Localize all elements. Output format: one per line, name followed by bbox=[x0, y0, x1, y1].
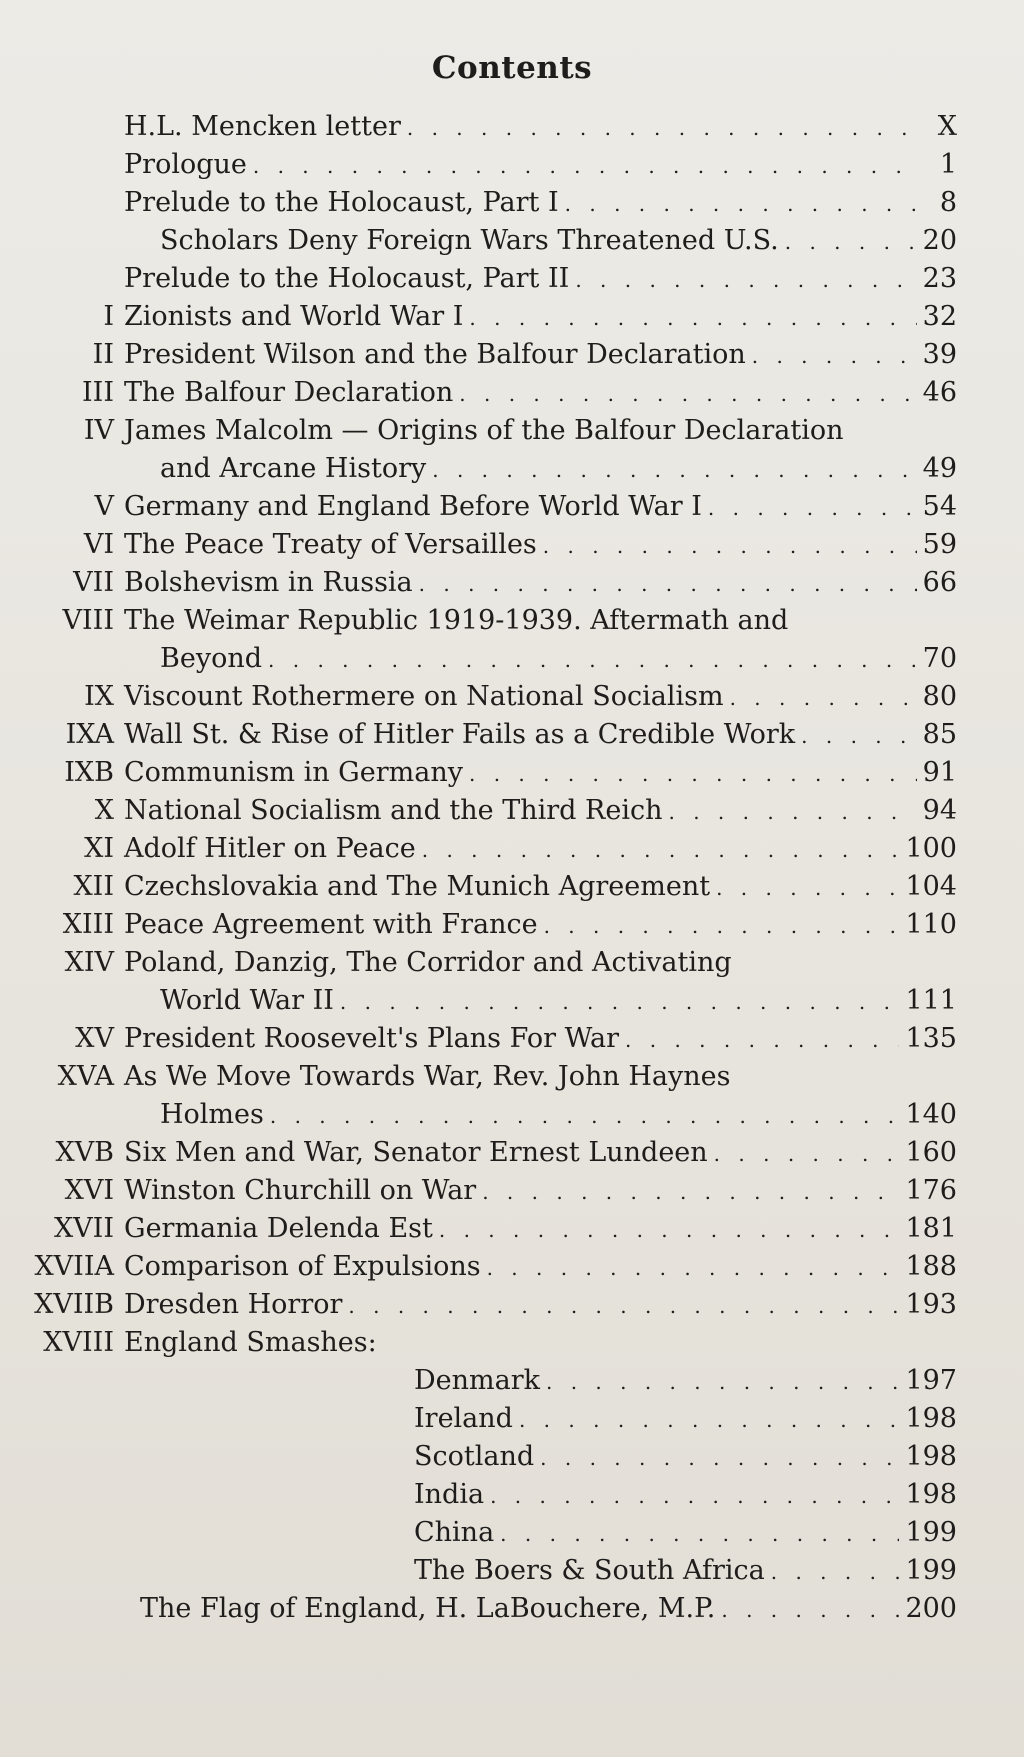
page-number: 135 bbox=[905, 1023, 957, 1054]
toc-row bbox=[0, 146, 1024, 184]
page-number: 198 bbox=[905, 1403, 957, 1434]
leader-dots bbox=[708, 489, 917, 527]
chapter-number: IXA bbox=[65, 719, 114, 750]
leader-dots bbox=[565, 185, 921, 223]
page-number: 20 bbox=[922, 225, 957, 256]
toc-row bbox=[0, 1248, 1024, 1286]
chapter-title: Prelude to the Holocaust, Part II bbox=[124, 263, 570, 294]
chapter-title: The Flag of England, H. LaBouchere, M.P. bbox=[140, 1593, 716, 1624]
leader-dots bbox=[716, 869, 899, 907]
chapter-title: Winston Churchill on War bbox=[124, 1175, 477, 1206]
leader-dots bbox=[752, 337, 917, 375]
page-number: X bbox=[937, 111, 957, 142]
page-number: 54 bbox=[922, 491, 957, 522]
toc-row bbox=[0, 564, 1024, 602]
chapter-title: Scholars Deny Foreign Wars Threatened U.S. bbox=[160, 225, 779, 256]
page-title: Contents bbox=[431, 50, 593, 86]
chapter-title: Germany and England Before World War I bbox=[124, 491, 702, 522]
toc-row bbox=[0, 1286, 1024, 1324]
chapter-number: XI bbox=[84, 833, 114, 864]
page-number: 198 bbox=[905, 1441, 957, 1472]
chapter-title: James Malcolm — Origins of the Balfour Declaration bbox=[124, 415, 844, 446]
toc-row bbox=[0, 184, 1024, 222]
toc-row bbox=[0, 1210, 1024, 1248]
toc-row bbox=[0, 982, 1024, 1020]
chapter-number: XVB bbox=[55, 1137, 114, 1168]
page-number: 32 bbox=[922, 301, 957, 332]
chapter-number: XIV bbox=[64, 947, 114, 978]
chapter-title: Peace Agreement with France bbox=[124, 909, 538, 940]
toc-row bbox=[0, 1172, 1024, 1210]
leader-dots bbox=[544, 907, 900, 945]
leader-dots bbox=[625, 1021, 899, 1059]
toc-row bbox=[0, 1096, 1024, 1134]
chapter-title: President Roosevelt's Plans For War bbox=[124, 1023, 620, 1054]
toc-row bbox=[0, 678, 1024, 716]
chapter-title: Holmes bbox=[160, 1099, 264, 1130]
page-number: 1 bbox=[939, 149, 957, 180]
page-number: 181 bbox=[905, 1213, 957, 1244]
leader-dots bbox=[439, 1211, 900, 1249]
chapter-title: Prelude to the Holocaust, Part I bbox=[124, 187, 559, 218]
chapter-number: VI bbox=[83, 529, 114, 560]
chapter-title: The Balfour Declaration bbox=[124, 377, 454, 408]
chapter-title: Czechslovakia and The Munich Agreement bbox=[124, 871, 711, 902]
leader-dots bbox=[575, 261, 916, 299]
page-number: 100 bbox=[905, 833, 957, 864]
toc-row bbox=[0, 488, 1024, 526]
chapter-title: President Wilson and the Balfour Declaration bbox=[124, 339, 746, 370]
chapter-title: Adolf Hitler on Peace bbox=[124, 833, 416, 864]
page-number: 46 bbox=[922, 377, 957, 408]
leader-dots bbox=[407, 109, 921, 147]
leader-dots bbox=[500, 1515, 899, 1553]
chapter-number: IX bbox=[84, 681, 114, 712]
chapter-title: Ireland bbox=[414, 1403, 513, 1434]
leader-dots bbox=[490, 1477, 899, 1515]
page-number: 140 bbox=[905, 1099, 957, 1130]
toc-row bbox=[0, 640, 1024, 678]
chapter-number: XIII bbox=[62, 909, 114, 940]
leader-dots bbox=[714, 1135, 900, 1173]
chapter-number: IV bbox=[83, 415, 114, 446]
page-number: 49 bbox=[922, 453, 957, 484]
toc-row bbox=[0, 1134, 1024, 1172]
chapter-title: Germania Delenda Est bbox=[124, 1213, 433, 1244]
leader-dots bbox=[268, 641, 917, 679]
leader-dots bbox=[540, 1439, 899, 1477]
toc-row bbox=[0, 374, 1024, 412]
chapter-title: Wall St. & Rise of Hitler Fails as a Credible Work bbox=[124, 719, 796, 750]
page-number: 198 bbox=[905, 1479, 957, 1510]
chapter-number: XVIII bbox=[43, 1327, 114, 1358]
toc-row bbox=[0, 108, 1024, 146]
leader-dots bbox=[519, 1401, 899, 1439]
chapter-title: As We Move Towards War, Rev. John Haynes bbox=[124, 1061, 731, 1092]
toc-row bbox=[0, 336, 1024, 374]
page-number: 188 bbox=[905, 1251, 957, 1282]
chapter-number: II bbox=[92, 339, 114, 370]
chapter-number: X bbox=[94, 795, 114, 826]
leader-dots bbox=[482, 1173, 899, 1211]
chapter-title: China bbox=[414, 1517, 495, 1548]
leader-dots bbox=[422, 831, 900, 869]
leader-dots bbox=[459, 375, 916, 413]
chapter-number: XV bbox=[75, 1023, 114, 1054]
chapter-number: XVA bbox=[57, 1061, 114, 1092]
chapter-title: Dresden Horror bbox=[124, 1289, 343, 1320]
leader-dots bbox=[771, 1553, 900, 1591]
chapter-title: World War II bbox=[160, 985, 334, 1016]
chapter-title: National Socialism and the Third Reich bbox=[124, 795, 663, 826]
page-number: 70 bbox=[922, 643, 957, 674]
leader-dots bbox=[785, 223, 917, 261]
leader-dots bbox=[487, 1249, 900, 1287]
toc-row bbox=[0, 906, 1024, 944]
leader-dots bbox=[543, 527, 917, 565]
toc-row bbox=[0, 1590, 1024, 1628]
toc-row bbox=[0, 1324, 1024, 1362]
page-number: 199 bbox=[905, 1555, 957, 1586]
leader-dots bbox=[348, 1287, 899, 1325]
page-number: 193 bbox=[905, 1289, 957, 1320]
chapter-title: Zionists and World War I bbox=[124, 301, 464, 332]
toc-row bbox=[0, 1400, 1024, 1438]
leader-dots bbox=[340, 983, 900, 1021]
page-number: 80 bbox=[922, 681, 957, 712]
chapter-title: The Peace Treaty of Versailles bbox=[124, 529, 537, 560]
toc-row bbox=[0, 944, 1024, 982]
page-number: 8 bbox=[939, 187, 957, 218]
leader-dots bbox=[253, 147, 921, 185]
toc-row bbox=[0, 754, 1024, 792]
chapter-title: and Arcane History bbox=[160, 453, 427, 484]
chapter-number: VIII bbox=[62, 605, 114, 636]
table-of-contents bbox=[0, 108, 1024, 1628]
toc-row bbox=[0, 1476, 1024, 1514]
leader-dots bbox=[669, 793, 917, 831]
chapter-title: The Weimar Republic 1919-1939. Aftermath and bbox=[124, 605, 789, 636]
toc-row bbox=[0, 1438, 1024, 1476]
page-number: 85 bbox=[922, 719, 957, 750]
chapter-title: Comparison of Expulsions bbox=[124, 1251, 481, 1282]
page-number: 23 bbox=[922, 263, 957, 294]
leader-dots bbox=[270, 1097, 900, 1135]
toc-row bbox=[0, 868, 1024, 906]
page-number: 111 bbox=[905, 985, 957, 1016]
chapter-number: VII bbox=[73, 567, 114, 598]
toc-row bbox=[0, 1058, 1024, 1096]
toc-row bbox=[0, 602, 1024, 640]
chapter-number: XVIIB bbox=[34, 1289, 114, 1320]
toc-row bbox=[0, 222, 1024, 260]
toc-row bbox=[0, 830, 1024, 868]
chapter-number: XVI bbox=[64, 1175, 114, 1206]
chapter-title: England Smashes: bbox=[124, 1327, 377, 1358]
leader-dots bbox=[419, 565, 917, 603]
page-number: 59 bbox=[922, 529, 957, 560]
chapter-title: The Boers & South Africa bbox=[414, 1555, 765, 1586]
chapter-title: Viscount Rothermere on National Socialism bbox=[124, 681, 724, 712]
chapter-title: India bbox=[414, 1479, 485, 1510]
page-number: 197 bbox=[905, 1365, 957, 1396]
toc-row bbox=[0, 260, 1024, 298]
leader-dots bbox=[721, 1591, 899, 1629]
toc-row bbox=[0, 792, 1024, 830]
toc-row bbox=[0, 450, 1024, 488]
toc-row bbox=[0, 716, 1024, 754]
leader-dots bbox=[546, 1363, 899, 1401]
chapter-number: XVII bbox=[53, 1213, 114, 1244]
chapter-number: I bbox=[103, 301, 114, 332]
chapter-title: Scotland bbox=[414, 1441, 535, 1472]
chapter-number: III bbox=[82, 377, 114, 408]
page-number: 104 bbox=[905, 871, 957, 902]
leader-dots bbox=[730, 679, 917, 717]
chapter-title: Bolshevism in Russia bbox=[124, 567, 413, 598]
chapter-number: XII bbox=[73, 871, 114, 902]
chapter-title: Denmark bbox=[414, 1365, 540, 1396]
toc-row bbox=[0, 526, 1024, 564]
page-number: 110 bbox=[905, 909, 957, 940]
chapter-title: Communism in Germany bbox=[124, 757, 463, 788]
toc-row bbox=[0, 1514, 1024, 1552]
leader-dots bbox=[801, 717, 917, 755]
page-number: 200 bbox=[905, 1593, 957, 1624]
chapter-number: IXB bbox=[64, 757, 114, 788]
chapter-title: Beyond bbox=[160, 643, 263, 674]
page-number: 66 bbox=[922, 567, 957, 598]
chapter-title: Six Men and War, Senator Ernest Lundeen bbox=[124, 1137, 708, 1168]
chapter-title: Prologue bbox=[124, 149, 247, 180]
page-number: 94 bbox=[922, 795, 957, 826]
page-number: 160 bbox=[905, 1137, 957, 1168]
page-number: 176 bbox=[905, 1175, 957, 1206]
page-number: 199 bbox=[905, 1517, 957, 1548]
toc-row bbox=[0, 1362, 1024, 1400]
chapter-title: Poland, Danzig, The Corridor and Activating bbox=[124, 947, 732, 978]
page-number: 39 bbox=[922, 339, 957, 370]
leader-dots bbox=[469, 299, 916, 337]
page-number: 91 bbox=[922, 757, 957, 788]
chapter-number: XVIIA bbox=[34, 1251, 114, 1282]
chapter-number: V bbox=[94, 491, 114, 522]
leader-dots bbox=[469, 755, 917, 793]
toc-row bbox=[0, 1020, 1024, 1058]
toc-row bbox=[0, 412, 1024, 450]
leader-dots bbox=[432, 451, 916, 489]
chapter-title: H.L. Mencken letter bbox=[124, 111, 401, 142]
toc-row bbox=[0, 298, 1024, 336]
toc-row bbox=[0, 1552, 1024, 1590]
